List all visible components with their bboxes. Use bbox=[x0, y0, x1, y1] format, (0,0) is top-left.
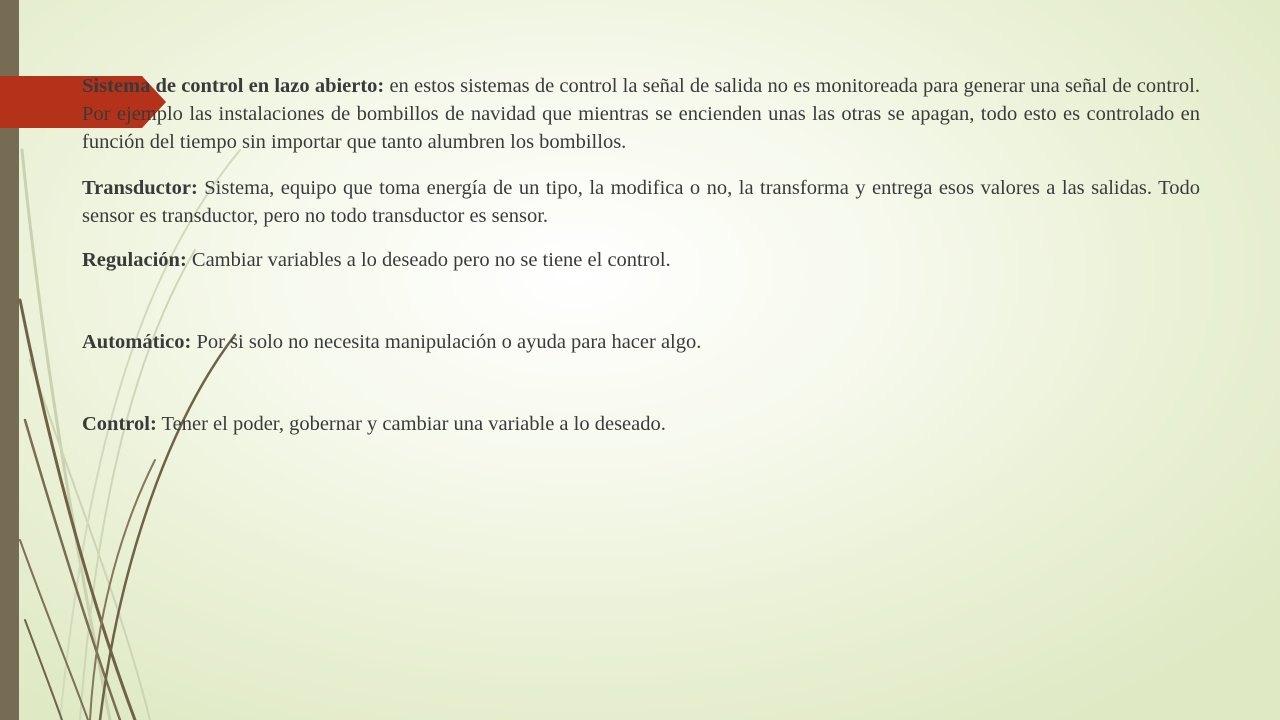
term-label: Automático: bbox=[82, 331, 192, 353]
term-label: Sistema de control en lazo abierto: bbox=[82, 75, 385, 97]
definition-text: Cambiar variables a lo deseado pero no se tiene el control. bbox=[186, 249, 671, 271]
definition-text: en estos sistemas de control la señal de salida no es monitoreada para generar una señal de control. Por ejemplo las instalaciones de bombillos de navidad que mientras se encienden unas las otras se apagan, todo esto es controlado en función del tiempo sin importar que tanto alumbren los bombillos. bbox=[82, 75, 1200, 153]
term-label: Transductor: bbox=[82, 177, 198, 199]
definition-text: Por si solo no necesita manipulación o ayuda para hacer algo. bbox=[191, 331, 702, 353]
definition-paragraph-automatico bbox=[82, 328, 1200, 356]
definition-paragraph-regulacion bbox=[82, 246, 1200, 274]
slide-content bbox=[82, 72, 1200, 438]
definition-paragraph-control bbox=[82, 410, 1200, 438]
definition-paragraph-transductor bbox=[82, 174, 1200, 230]
definition-text: Tener el poder, gobernar y cambiar una variable a lo deseado. bbox=[156, 413, 666, 435]
definition-paragraph-sistema-lazo-abierto bbox=[82, 72, 1200, 156]
term-label: Control: bbox=[82, 413, 157, 435]
definition-text: Sistema, equipo que toma energía de un tipo, la modifica o no, la transforma y entrega esos valores a las salidas. Todo sensor es transductor, pero no todo transductor es sensor. bbox=[82, 177, 1200, 227]
term-label: Regulación: bbox=[82, 249, 187, 271]
